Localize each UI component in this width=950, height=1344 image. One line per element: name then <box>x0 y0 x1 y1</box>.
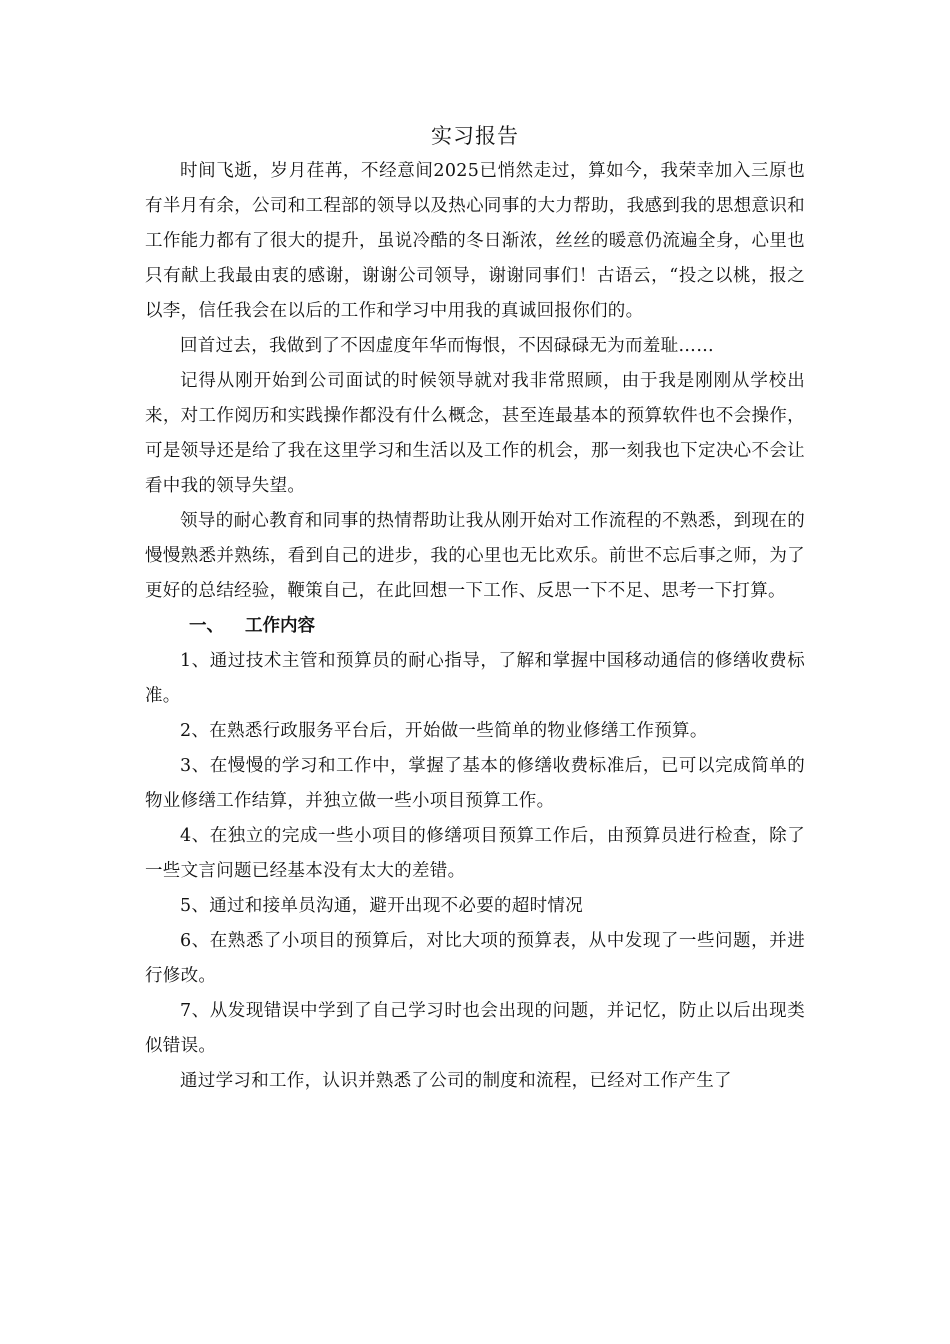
paragraph-intro: 时间飞逝，岁月荏苒，不经意间2025已悄然走过，算如今，我荣幸加入三原也有半月有余，公司和工程部的领导以及热心同事的大力帮助，我感到我的思想意识和工作能力都有了很大的提升，虽说冷酷的冬日渐浓，丝丝的暖意仍流遍全身，心里也只有献上我最由衷的感谢，谢谢公司领导，谢谢同事们！古语云，“投之以桃，报之以李，信任我会在以后的工作和学习中用我的真诚回报你们的。 <box>145 161 805 321</box>
list-item: 6、在熟悉了小项目的预算后，对比大项的预算表，从中发现了一些问题，并进行修改。 <box>145 931 805 986</box>
paragraph-gratitude: 领导的耐心教育和同事的热情帮助让我从刚开始对工作流程的不熟悉，到现在的慢慢熟悉并熟练，看到自己的进步，我的心里也无比欢乐。前世不忘后事之师，为了更好的总结经验，鞭策自己，在此回想一下工作、反思一下不足、思考一下打算。 <box>145 511 805 601</box>
paragraph-reflection: 回首过去，我做到了不因虚度年华而悔恨，不因碌碌无为而羞耻…… <box>180 336 714 356</box>
section-title: 工作内容 <box>245 616 315 636</box>
list-item: 4、在独立的完成一些小项目的修缮项目预算工作后，由预算员进行检查，除了一些文言问题已经基本没有太大的差错。 <box>145 826 805 881</box>
section-heading <box>145 609 805 644</box>
list-item: 5、通过和接单员沟通，避开出现不必要的超时情况 <box>180 896 584 916</box>
list-item: 7、从发现错误中学到了自己学习时也会出现的问题，并记忆，防止以后出现类似错误。 <box>145 1001 805 1056</box>
list-item: 3、在慢慢的学习和工作中，掌握了基本的修缮收费标准后，已可以完成简单的物业修缮工作结算，并独立做一些小项目预算工作。 <box>145 756 805 811</box>
document-title: 实习报告 <box>431 124 519 148</box>
paragraph-beginning: 记得从刚开始到公司面试的时候领导就对我非常照顾，由于我是刚刚从学校出来，对工作阅历和实践操作都没有什么概念，甚至连最基本的预算软件也不会操作，可是领导还是给了我在这里学习和生活以及工作的机会，那一刻我也下定决心不会让看中我的领导失望。 <box>145 371 805 496</box>
list-item: 1、通过技术主管和预算员的耐心指导，了解和掌握中国移动通信的修缮收费标准。 <box>145 651 805 706</box>
list-item: 2、在熟悉行政服务平台后，开始做一些简单的物业修缮工作预算。 <box>180 721 708 741</box>
section-number: 一、 <box>189 616 224 636</box>
document-page <box>145 118 805 1099</box>
paragraph-summary: 通过学习和工作，认识并熟悉了公司的制度和流程，已经对工作产生了 <box>180 1071 732 1091</box>
